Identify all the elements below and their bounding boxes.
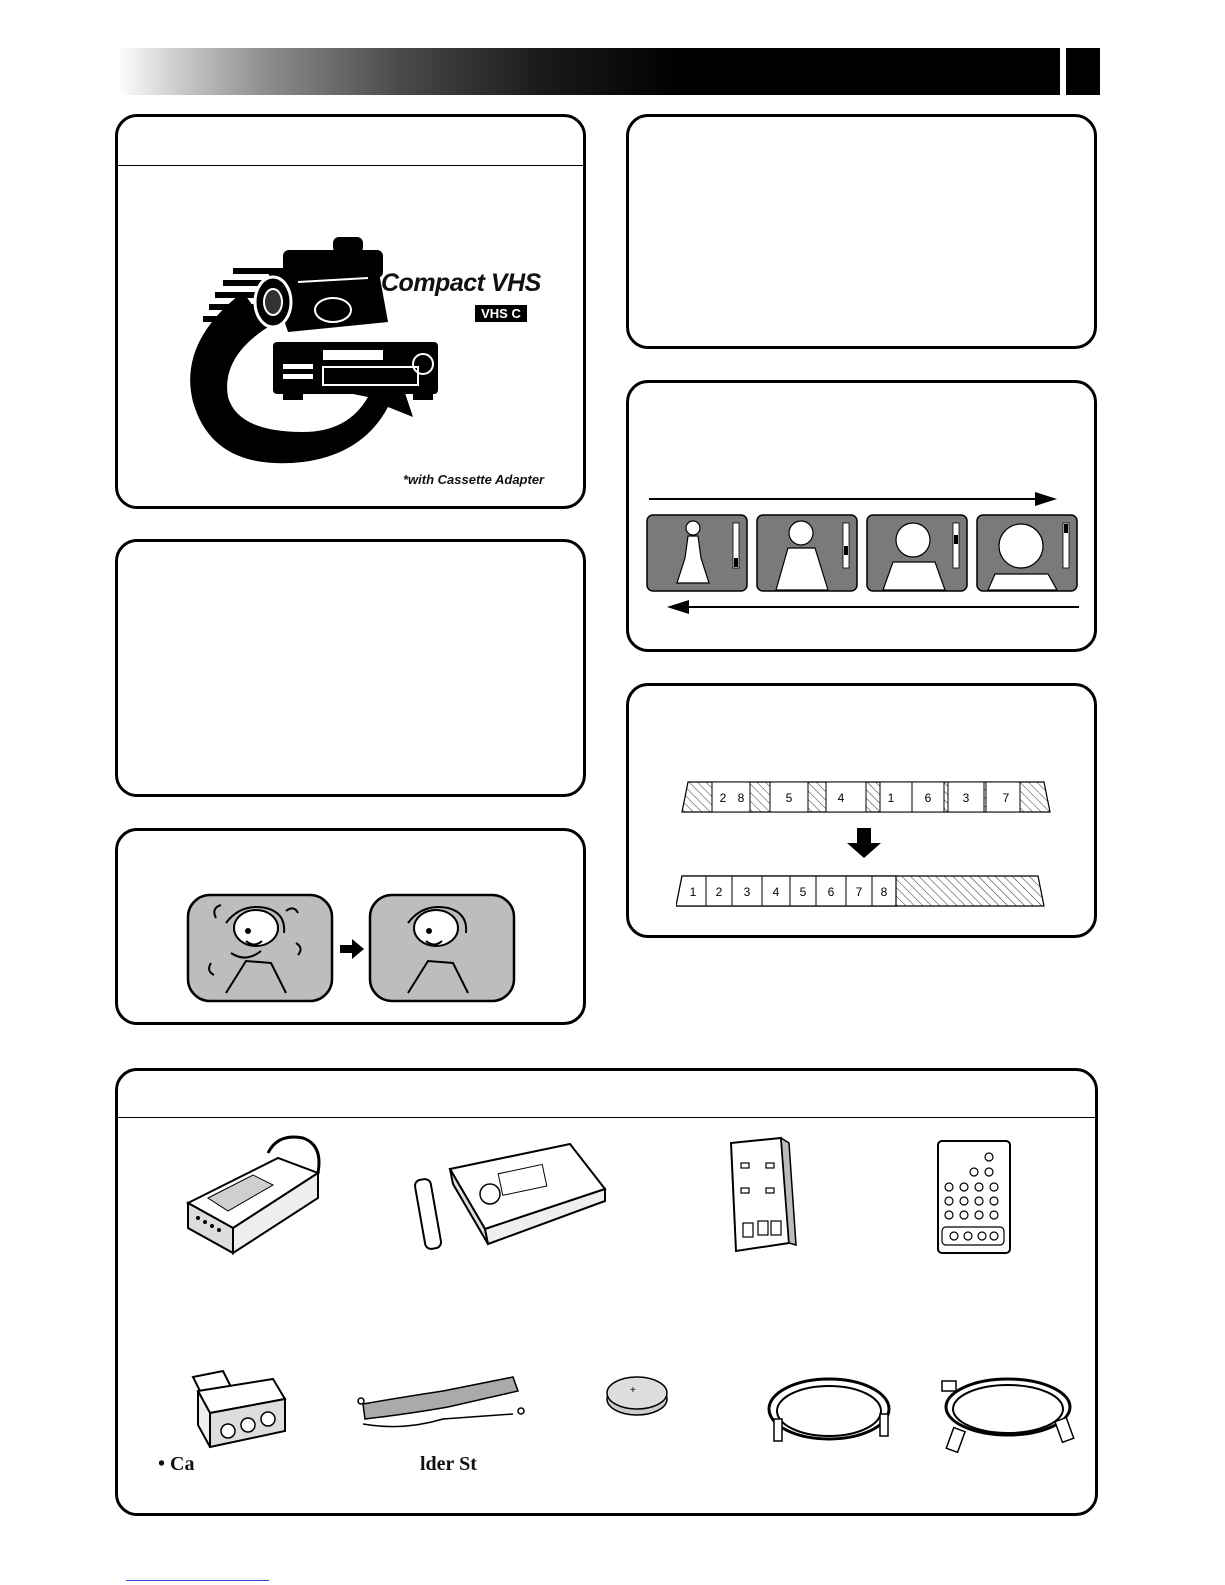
tape-segment-label: 7 — [1002, 791, 1010, 805]
footer-link-underline — [126, 1580, 269, 1581]
panel-divider — [118, 1117, 1095, 1118]
tape-segment-label: 1 — [887, 791, 895, 805]
tape-segment-label: 5 — [785, 791, 793, 805]
tape-segment-label: 6 — [924, 791, 932, 805]
svg-text:+: + — [630, 1385, 636, 1396]
zoom-panel — [626, 380, 1097, 652]
arrow-left-icon — [667, 600, 689, 614]
tape-assembly-panel — [626, 683, 1097, 938]
tape-segment-label: 1 — [689, 885, 697, 899]
accessory-label: • Ca — [158, 1453, 195, 1475]
compact-vhs-panel — [115, 114, 586, 509]
image-stabilizer-panel — [115, 828, 586, 1025]
tape-segment-label: 7 — [855, 885, 863, 899]
compact-vhs-brand: Compact VHS — [381, 269, 541, 297]
tape-segment-label: 4 — [837, 791, 845, 805]
tape-segment-label: 5 — [799, 885, 807, 899]
arrow-right-icon — [340, 939, 364, 959]
tape-segment-label: 4 — [772, 885, 780, 899]
info-panel-right — [626, 114, 1097, 349]
tape-segment-label: 8 — [880, 885, 888, 899]
tape-segment-label: 2 — [719, 791, 727, 805]
arrow-right-icon — [1035, 492, 1057, 506]
arrow-down-icon — [847, 828, 881, 858]
camcorder-vcr-illustration — [173, 232, 533, 472]
dc-cable-illustration — [938, 1369, 1083, 1459]
remote-control-illustration — [934, 1137, 1014, 1257]
info-panel-left — [115, 539, 586, 797]
scart-adapter-illustration — [183, 1369, 293, 1459]
av-cable-illustration — [764, 1369, 894, 1459]
zoom-illustration — [643, 488, 1083, 628]
cassette-adapter-footnote: *with Cassette Adapter — [403, 472, 545, 487]
shoulder-strap-illustration — [353, 1369, 528, 1439]
stabilizer-illustration — [186, 893, 518, 1005]
header-tab — [1066, 48, 1100, 95]
tape-sequence-illustration — [676, 778, 1056, 918]
ac-adapter-illustration — [178, 1133, 338, 1258]
tape-segment-label: 2 — [715, 885, 723, 899]
header-gradient-bar — [117, 48, 1060, 95]
accessory-label: lder St — [420, 1453, 477, 1475]
tape-segment-label: 3 — [743, 885, 751, 899]
panel-divider — [118, 165, 583, 166]
tape-segment-label: 3 — [962, 791, 970, 805]
vhs-c-logo: VHS C — [475, 305, 527, 322]
accessories-panel — [115, 1068, 1098, 1516]
cassette-adapter-illustration — [410, 1139, 610, 1259]
lithium-battery-illustration — [602, 1371, 672, 1421]
tape-segment-label: 8 — [737, 791, 745, 805]
battery-pack-illustration — [721, 1133, 801, 1258]
tape-segment-label: 6 — [827, 885, 835, 899]
